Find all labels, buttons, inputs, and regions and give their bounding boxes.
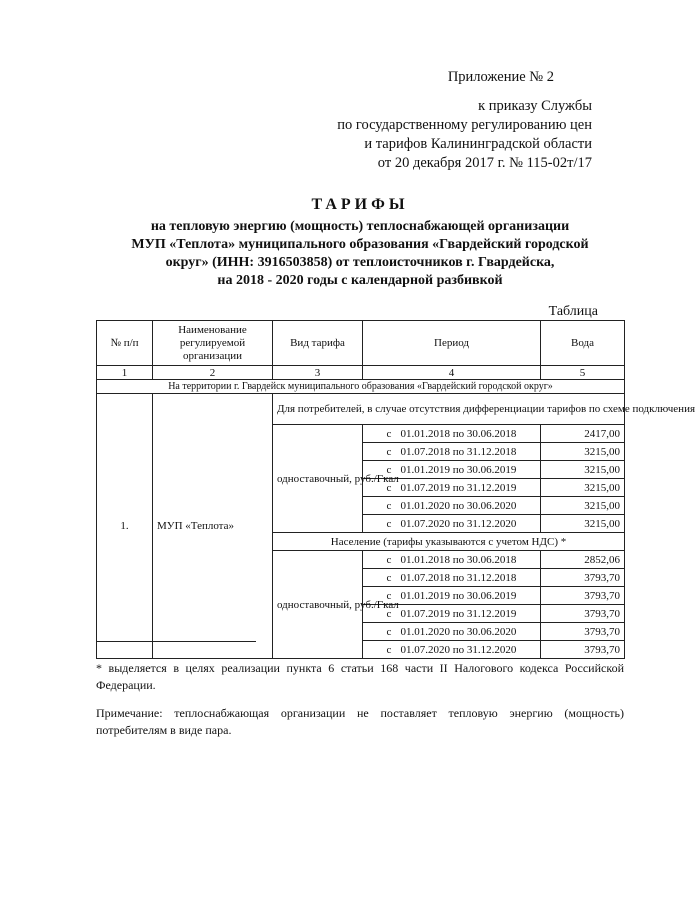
tariff-type-cell: одноставочный, руб./Гкал xyxy=(273,551,363,659)
period-prefix: с xyxy=(386,463,392,476)
period-cell xyxy=(363,515,541,533)
table-header-row xyxy=(97,321,625,366)
period-text: 01.07.2018 по 31.12.2018 xyxy=(400,445,517,458)
period-cell xyxy=(363,551,541,569)
tariff-table xyxy=(96,320,695,659)
period-cell xyxy=(363,641,541,659)
period-text: 01.07.2018 по 31.12.2018 xyxy=(400,571,517,584)
group-label-row xyxy=(97,394,625,425)
value-cell: 3215,00 xyxy=(541,497,625,515)
title-line: округ» (ИНН: 3916503858) от теплоисточников г. Гвардейска, xyxy=(165,255,555,270)
period-prefix: с xyxy=(386,499,392,512)
value-cell: 2852,06 xyxy=(541,551,625,569)
period-text: 01.07.2020 по 31.12.2020 xyxy=(400,643,517,656)
period-text: 01.01.2018 по 30.06.2018 xyxy=(400,553,517,566)
group-label-cell: Для потребителей, в случае отсутствия дифференциации тарифов по схеме подключения xyxy=(273,394,625,425)
period-prefix: с xyxy=(386,427,392,440)
column-number: 3 xyxy=(273,366,363,380)
row-number-cell: 1. xyxy=(97,394,153,659)
header-cell-period: Период xyxy=(363,321,541,366)
header-cell-organization: Наименование регулируемой организации xyxy=(153,321,273,366)
region-row xyxy=(97,380,625,394)
value-cell: 3215,00 xyxy=(541,515,625,533)
appendix-header xyxy=(262,68,592,173)
header-cell-number: № п/п xyxy=(97,321,153,366)
period-text: 01.07.2020 по 31.12.2020 xyxy=(400,517,517,530)
header-cell-tariff-type: Вид тарифа xyxy=(273,321,363,366)
period-text: 01.01.2019 по 30.06.2019 xyxy=(400,589,517,602)
value-cell: 3793,70 xyxy=(541,641,625,659)
column-number: 4 xyxy=(363,366,541,380)
organization-cell: МУП «Теплота» xyxy=(153,394,273,659)
title-line: МУП «Теплота» муниципального образования «Гвардейский городской xyxy=(131,237,589,252)
value-cell: 3215,00 xyxy=(541,443,625,461)
appendix-line: по государственному регулированию цен xyxy=(337,117,592,133)
period-cell xyxy=(363,623,541,641)
period-prefix: с xyxy=(386,517,392,530)
period-prefix: с xyxy=(386,643,392,656)
column-number: 2 xyxy=(153,366,273,380)
appendix-line: от 20 декабря 2017 г. № 115-02т/17 xyxy=(377,155,592,171)
period-prefix: с xyxy=(386,589,392,602)
group-label-cell: Население (тарифы указываются с учетом НДС) * xyxy=(273,533,625,551)
appendix-number: Приложение № 2 xyxy=(447,69,554,85)
period-cell xyxy=(363,605,541,623)
appendix-line: и тарифов Калининградской области xyxy=(364,136,592,152)
column-number: 5 xyxy=(541,366,625,380)
period-prefix: с xyxy=(386,481,392,494)
period-prefix: с xyxy=(386,445,392,458)
period-text: 01.01.2020 по 30.06.2020 xyxy=(400,499,517,512)
period-text: 01.07.2019 по 31.12.2019 xyxy=(400,607,517,620)
title-main: ТАРИФЫ xyxy=(311,196,409,213)
document-title xyxy=(96,196,624,290)
title-line: на 2018 - 2020 годы с календарной разбивкой xyxy=(217,273,503,288)
column-number: 1 xyxy=(97,366,153,380)
header-cell-water: Вода xyxy=(541,321,625,366)
period-cell xyxy=(363,587,541,605)
period-prefix: с xyxy=(386,607,392,620)
note: Примечание: теплоснабжающая организации не поставляет тепловую энергию (мощность) потребителям в виде пара. xyxy=(96,706,624,737)
period-cell xyxy=(363,443,541,461)
period-cell xyxy=(363,425,541,443)
value-cell: 3793,70 xyxy=(541,587,625,605)
period-text: 01.01.2019 по 30.06.2019 xyxy=(400,463,517,476)
column-numbers-row xyxy=(97,366,625,380)
tariff-type-cell: одноставочный, руб./Гкал xyxy=(273,425,363,533)
period-cell xyxy=(363,569,541,587)
period-prefix: с xyxy=(386,625,392,638)
period-text: 01.01.2018 по 30.06.2018 xyxy=(400,427,517,440)
period-cell xyxy=(363,461,541,479)
region-cell: На территории г. Гвардейск муниципального образования «Гвардейский городской округ» xyxy=(97,380,625,394)
period-cell xyxy=(363,479,541,497)
period-text: 01.07.2019 по 31.12.2019 xyxy=(400,481,517,494)
table-caption: Таблица xyxy=(548,304,598,319)
value-cell: 3793,70 xyxy=(541,605,625,623)
value-cell: 3215,00 xyxy=(541,461,625,479)
value-cell: 3793,70 xyxy=(541,569,625,587)
value-cell: 3793,70 xyxy=(541,623,625,641)
period-prefix: с xyxy=(386,571,392,584)
footnote-divider xyxy=(96,641,256,642)
value-cell: 3215,00 xyxy=(541,479,625,497)
footnote: * выделяется в целях реализации пункта 6 статьи 168 части II Налогового кодекса Российской Федерации. xyxy=(96,661,624,692)
period-cell xyxy=(363,497,541,515)
value-cell: 2417,00 xyxy=(541,425,625,443)
title-line: на тепловую энергию (мощность) теплоснабжающей организации xyxy=(150,219,570,234)
period-prefix: с xyxy=(386,553,392,566)
appendix-line: к приказу Службы xyxy=(478,98,592,114)
period-text: 01.01.2020 по 30.06.2020 xyxy=(400,625,517,638)
